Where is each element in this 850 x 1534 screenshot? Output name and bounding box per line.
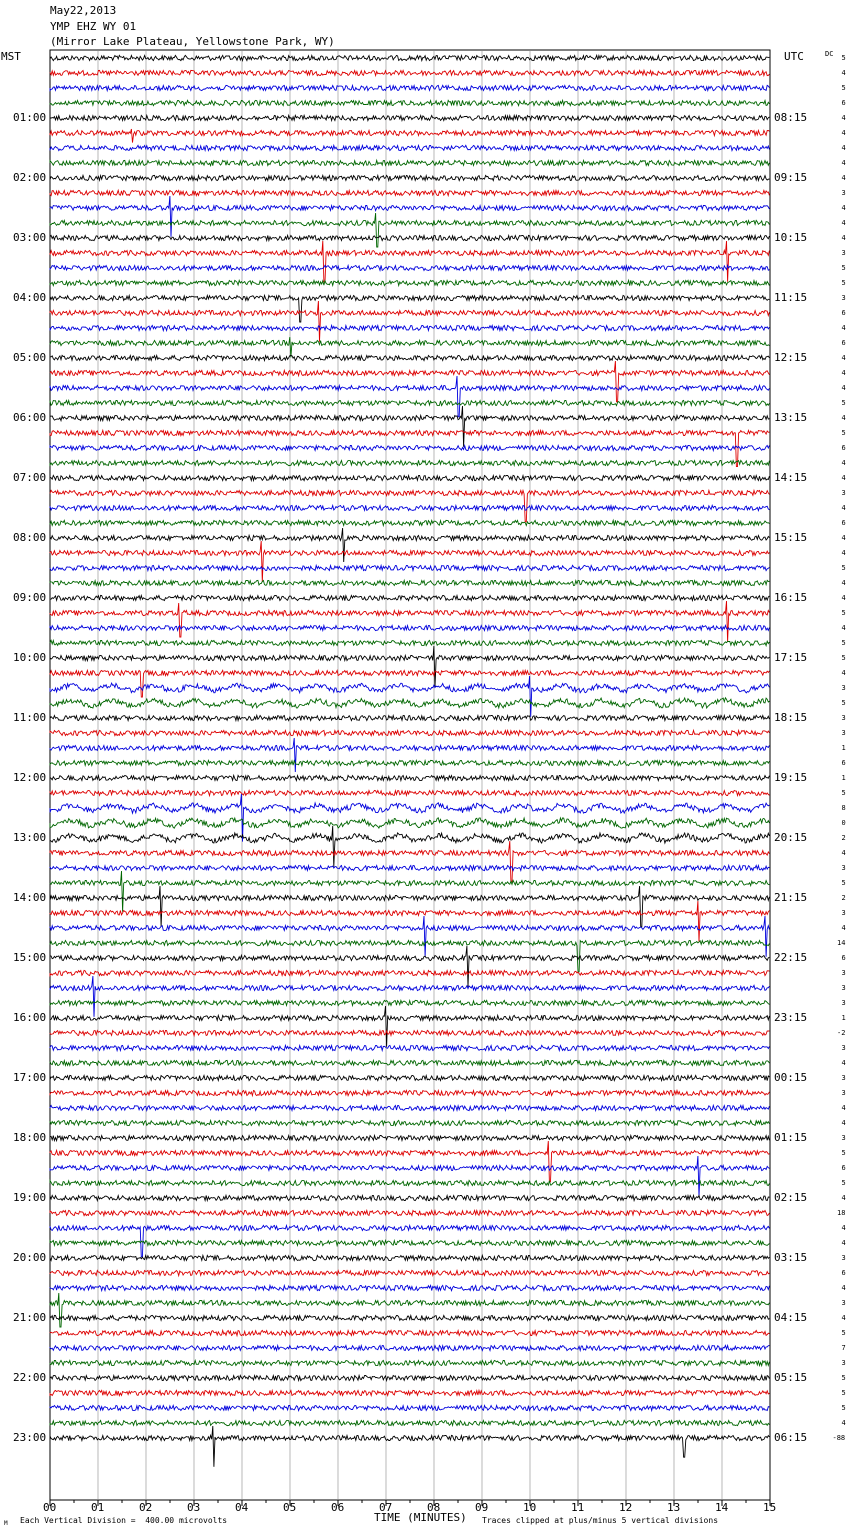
dc-offset-label: 4 [841,534,846,542]
right-hour-label: 03:15 [774,1251,808,1264]
seismic-trace [50,790,769,795]
seismic-trace [50,738,769,772]
right-hour-label: 21:15 [774,891,808,904]
left-hour-label: 08:00 [13,531,47,544]
left-hour-label: 04:00 [13,291,47,304]
dc-offset-label: 1 [841,1014,846,1022]
dc-offset-label: 4 [841,1059,846,1067]
right-hour-label: 06:15 [774,1431,808,1444]
dc-offset-label: 4 [841,1284,846,1292]
dc-offset-label: 5 [841,564,846,572]
dc-offset-label: 4 [841,849,846,857]
dc-offset-label: 6 [841,954,846,962]
dc-offset-label: 6 [841,309,846,317]
left-hour-label: 10:00 [13,651,47,664]
x-tick-label: 13 [667,1501,681,1514]
seismic-trace [50,1315,769,1320]
seismic-trace [50,1285,769,1290]
x-tick-label: 07 [379,1501,393,1514]
dc-offset-label: 4 [841,114,846,122]
seismic-trace [50,841,769,882]
right-hour-label: 20:15 [774,831,808,844]
seismic-trace [50,1135,769,1140]
left-hour-label: 03:00 [13,231,47,244]
seismic-trace [50,1006,769,1047]
seismic-trace [50,1405,769,1410]
right-hour-label: 14:15 [774,471,808,484]
left-hour-label: 17:00 [13,1071,47,1084]
seismic-trace [50,818,769,828]
dc-offset-label: 4 [841,1239,846,1247]
left-hour-label: 12:00 [13,771,47,784]
dc-offset-label: 5 [841,399,846,407]
x-tick-label: 02 [139,1501,153,1514]
dc-offset-label: 3 [841,1134,846,1142]
seismic-trace [50,175,769,180]
x-tick-label: 03 [187,1501,201,1514]
dc-offset-label: 4 [841,324,846,332]
x-tick-label: 08 [427,1501,441,1514]
seismic-trace [50,1390,769,1395]
dc-offset-label: 1 [841,774,846,782]
dc-offset-label: 3 [841,684,846,692]
left-hour-label: 18:00 [13,1131,47,1144]
dc-offset-label: 5 [841,1179,846,1187]
dc-offset-label: 4 [841,579,846,587]
dc-offset-label: 4 [841,69,846,77]
seismic-trace [50,325,769,330]
seismic-trace [50,1426,769,1467]
seismic-trace [50,970,769,975]
dc-offset-label: 5 [841,639,846,647]
seismic-trace [50,160,769,165]
seismic-trace [50,1195,769,1200]
dc-offset-label: 4 [841,1104,846,1112]
dc-offset-label: 4 [841,924,846,932]
seismic-trace [50,1293,769,1327]
seismic-trace [50,265,769,270]
seismic-trace [50,946,769,987]
location-label: (Mirror Lake Plateau, Yellowstone Park, WY) [50,35,335,48]
dc-offset-label: 5 [841,1374,846,1382]
seismic-trace [50,715,769,720]
seismic-trace [50,595,769,600]
left-timezone-label: MST [1,50,21,63]
x-tick-label: 14 [715,1501,729,1514]
dc-offset-label: 5 [841,654,846,662]
seismic-trace [50,625,769,630]
dc-offset-label: 4 [841,1419,846,1427]
clip-note: Traces clipped at plus/minus 5 vertical divisions [482,1516,719,1525]
dc-offset-label: 4 [841,369,846,377]
left-hour-label: 07:00 [13,471,47,484]
seismic-trace [50,241,769,282]
seismic-trace [50,505,769,510]
dc-offset-label: 4 [841,669,846,677]
seismic-trace [50,760,769,765]
seismic-trace [50,1075,769,1080]
seismic-trace [50,129,769,143]
seismic-trace [50,871,769,912]
right-hour-label: 10:15 [774,231,808,244]
dc-offset-label: 6 [841,99,846,107]
dc-offset-label: 4 [841,1314,846,1322]
dc-offset-label: 14 [837,939,846,947]
seismic-trace [50,976,769,1017]
seismic-trace [50,541,769,582]
left-hour-label: 09:00 [13,591,47,604]
seismic-trace [50,794,769,842]
left-hour-label: 02:00 [13,171,47,184]
dc-offset-label: 3 [841,1254,846,1262]
dc-offset-label: 4 [841,594,846,602]
dc-offset-label: 6 [841,339,846,347]
seismic-trace [50,826,769,867]
dc-offset-label: 4 [841,414,846,422]
dc-offset-label: 4 [841,234,846,242]
station-label: YMP EHZ WY 01 [50,20,137,33]
seismic-trace [50,916,769,957]
seismic-trace [50,565,769,570]
dc-offset-label: 1 [841,744,846,752]
seismic-trace [50,145,769,150]
x-tick-label: 01 [91,1501,105,1514]
seismic-trace [50,520,769,525]
dc-offset-label: 5 [841,279,846,287]
dc-offset-label: 5 [841,1404,846,1412]
seismic-trace [50,901,769,942]
left-hour-label: 13:00 [13,831,47,844]
seismic-trace [50,1420,769,1425]
seismic-trace [50,1045,769,1050]
dc-offset-label: 6 [841,759,846,767]
dc-offset-label: 0 [841,819,846,827]
dc-offset-label: 4 [841,204,846,212]
seismic-trace [50,580,769,585]
right-hour-label: 09:15 [774,171,808,184]
seismic-trace [50,601,769,642]
right-hour-label: 11:15 [774,291,808,304]
x-tick-label: 09 [475,1501,489,1514]
seismic-trace [50,1375,769,1380]
right-hour-label: 01:15 [774,1131,808,1144]
dc-offset-label: 3 [841,1074,846,1082]
dc-offset-label: 4 [841,174,846,182]
seismic-trace [50,1141,769,1182]
dc-offset-label: 4 [841,1119,846,1127]
dc-offset-label: 8 [841,804,846,812]
dc-offset-label: 6 [841,1269,846,1277]
seismic-trace [50,85,769,90]
x-tick-label: 11 [571,1501,585,1514]
dc-offset-label: -2 [837,1029,846,1037]
right-hour-label: 04:15 [774,1311,808,1324]
right-hour-label: 02:15 [774,1191,808,1204]
dc-offset-label: 3 [841,1359,846,1367]
right-hour-label: 18:15 [774,711,808,724]
dc-offset-label: 6 [841,444,846,452]
seismic-trace [50,280,769,285]
dc-offset-label: 4 [841,384,846,392]
x-tick-label: 04 [235,1501,249,1514]
dc-offset-label: 3 [841,864,846,872]
seismic-trace [50,213,769,247]
right-hour-label: 05:15 [774,1371,808,1384]
seismic-trace [50,430,769,466]
right-hour-label: 23:15 [774,1011,808,1024]
left-hour-label: 01:00 [13,111,47,124]
x-tick-label: 00 [43,1501,57,1514]
right-hour-label: 13:15 [774,411,808,424]
seismic-trace [50,190,769,195]
left-hour-label: 05:00 [13,351,47,364]
seismic-trace [50,490,769,521]
seismic-trace [50,301,769,342]
seismic-trace [50,1255,769,1260]
dc-offset-label: 4 [841,1194,846,1202]
dc-offset-label: 3 [841,999,846,1007]
seismic-trace [50,1156,769,1197]
dc-offset-label: 3 [841,249,846,257]
left-hour-label: 23:00 [13,1431,47,1444]
seismic-trace [50,1345,769,1350]
seismic-trace [50,460,769,465]
seismic-trace [50,1090,769,1095]
seismic-trace [50,1210,769,1215]
left-hour-label: 20:00 [13,1251,47,1264]
corner-mark: M [4,1520,8,1527]
seismic-trace [50,1000,769,1005]
seismic-trace [50,355,769,360]
right-hour-label: 08:15 [774,111,808,124]
seismic-trace [50,400,769,405]
dc-offset-label: 3 [841,1299,846,1307]
seismic-trace [50,865,769,870]
right-hour-label: 16:15 [774,591,808,604]
seismic-trace [50,1240,769,1245]
dc-offset-label: 4 [841,219,846,227]
dc-offset-label: 4 [841,459,846,467]
seismic-trace [50,886,769,927]
seismic-trace [50,1270,769,1275]
dc-offset-label: 6 [841,1164,846,1172]
seismic-trace [50,1360,769,1365]
dc-offset-label: 7 [841,1344,846,1352]
x-tick-label: 06 [331,1501,345,1514]
dc-offset-label: 3 [841,189,846,197]
dc-offset-label: 4 [841,129,846,137]
dc-offset-label: 3 [841,909,846,917]
seismic-trace [50,646,769,687]
seismic-trace [50,361,769,402]
seismic-trace [50,730,769,735]
seismic-trace [50,676,769,717]
dc-offset-label: -88 [832,1434,846,1442]
dc-offset-label: 3 [841,714,846,722]
seismic-trace [50,115,769,120]
dc-offset-label: 2 [841,894,846,902]
right-hour-label: 19:15 [774,771,808,784]
scale-note: Each Vertical Division = 400.00 microvolts [20,1516,228,1525]
dc-offset-label: 4 [841,504,846,512]
seismic-trace [50,528,769,562]
dc-offset-label: 3 [841,969,846,977]
seismic-trace [50,698,769,708]
dc-offset-label: 4 [841,624,846,632]
seismic-trace [50,640,769,645]
seismic-trace [50,196,769,237]
x-tick-label: 10 [523,1501,537,1514]
dc-offset-label: 5 [841,264,846,272]
right-hour-label: 17:15 [774,651,808,664]
dc-offset-label: 5 [841,789,846,797]
seismic-trace [50,406,769,447]
dc-offset-label: 3 [841,489,846,497]
seismic-trace [50,475,769,480]
left-hour-label: 14:00 [13,891,47,904]
seismic-trace [50,1120,769,1125]
dc-offset-label: 4 [841,354,846,362]
seismic-trace [50,445,769,450]
plot-frame [50,50,770,1500]
seismic-trace [50,70,769,75]
seismic-trace [50,1030,769,1035]
date-label: May22,2013 [50,4,117,17]
seismic-trace [50,235,769,240]
right-hour-label: 00:15 [774,1071,808,1084]
dc-offset-label: 3 [841,1044,846,1052]
right-timezone-label: UTC [784,50,804,63]
dc-offset-label: 5 [841,84,846,92]
dc-offset-label: 3 [841,729,846,737]
right-hour-label: 12:15 [774,351,808,364]
x-axis-title: TIME (MINUTES) [374,1511,467,1524]
seismic-trace [50,1180,769,1185]
dc-offset-label: 3 [841,984,846,992]
seismic-trace [50,55,769,60]
dc-offset-label: 5 [841,54,846,62]
dc-offset-label: 5 [841,699,846,707]
dc-offset-label: 4 [841,1224,846,1232]
left-hour-label: 19:00 [13,1191,47,1204]
dc-offset-label: 18 [837,1209,846,1217]
seismic-traces [50,55,769,1466]
dc-offset-label: 3 [841,1089,846,1097]
dc-offset-label: 2 [841,834,846,842]
left-hour-label: 21:00 [13,1311,47,1324]
right-hour-label: 15:15 [774,531,808,544]
left-hour-label: 15:00 [13,951,47,964]
x-tick-label: 15 [763,1501,777,1514]
left-hour-label: 16:00 [13,1011,47,1024]
seismic-trace [50,670,769,697]
left-hour-label: 22:00 [13,1371,47,1384]
left-hour-label: 11:00 [13,711,47,724]
seismic-trace [50,775,769,780]
x-tick-label: 12 [619,1501,633,1514]
dc-header-label: DC [825,50,834,58]
dc-offset-label: 5 [841,1149,846,1157]
dc-offset-label: 5 [841,429,846,437]
dc-offset-label: 4 [841,549,846,557]
dc-offset-label: 4 [841,144,846,152]
seismic-trace [50,376,769,417]
seismic-trace [50,295,769,322]
seismic-trace [50,100,769,105]
seismic-trace [50,1330,769,1335]
seismic-trace [50,1060,769,1065]
dc-offset-label: 4 [841,159,846,167]
x-tick-label: 05 [283,1501,297,1514]
seismic-trace [50,337,769,357]
right-hour-label: 22:15 [774,951,808,964]
dc-offset-label: 3 [841,294,846,302]
dc-offset-label: 5 [841,879,846,887]
dc-offset-label: 5 [841,609,846,617]
dc-offset-label: 5 [841,1329,846,1337]
dc-offset-label: 6 [841,519,846,527]
dc-offset-label: 5 [841,1389,846,1397]
dc-offset-label: 4 [841,474,846,482]
left-hour-label: 06:00 [13,411,47,424]
seismic-trace [50,1105,769,1110]
